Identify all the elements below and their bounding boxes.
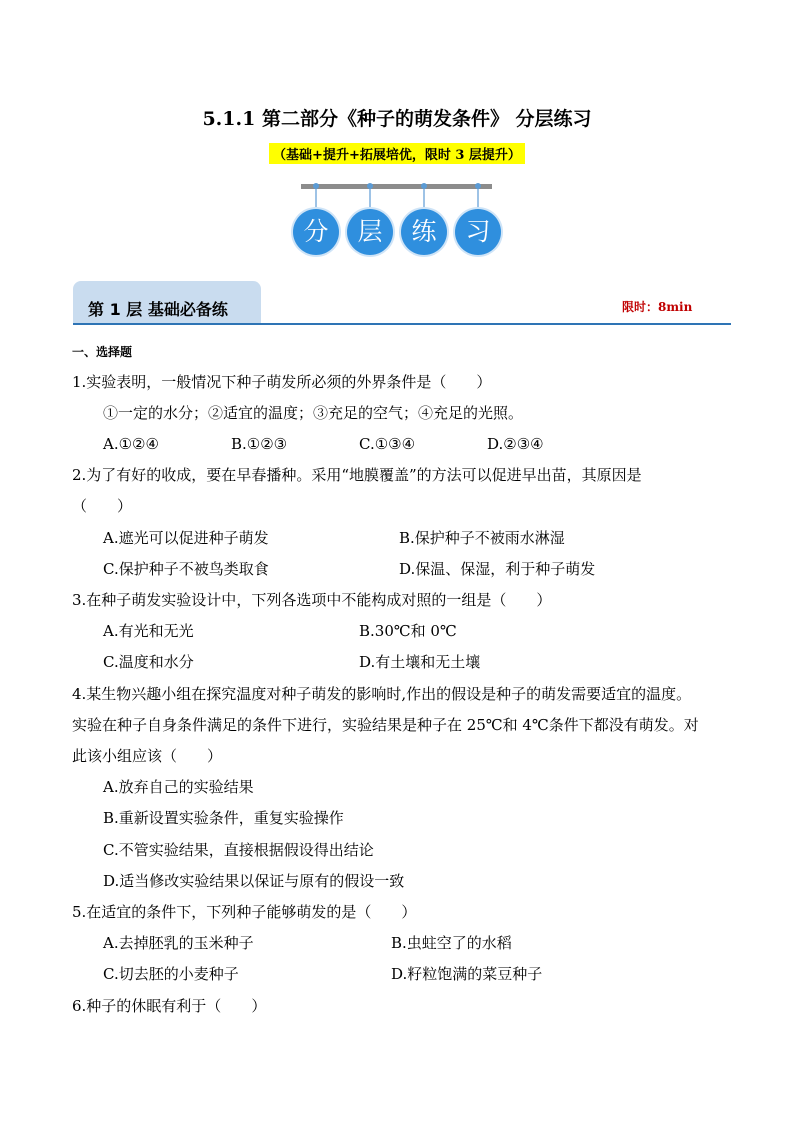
option: B.虫蛀空了的水稻 xyxy=(391,934,512,952)
option: C.不管实验结果，直接根据假设得出结论 xyxy=(103,841,374,859)
option: A.有光和无光 xyxy=(103,622,194,640)
option: B.保护种子不被雨水淋湿 xyxy=(399,529,565,547)
layer-divider xyxy=(73,323,731,325)
decoration-pin xyxy=(315,189,317,209)
decoration-dot xyxy=(313,183,319,189)
option: D.②③④ xyxy=(487,435,544,453)
question-stem: 1.实验表明，一般情况下种子萌发所必须的外界条件是（ ） xyxy=(72,373,492,391)
decoration-dot xyxy=(421,183,427,189)
decoration-pin xyxy=(369,189,371,209)
option: D.有土壤和无土壤 xyxy=(359,653,481,671)
option: C.温度和水分 xyxy=(103,653,194,671)
question-stem: 6.种子的休眠有利于（ ） xyxy=(72,997,267,1015)
option: A.①②④ xyxy=(103,435,159,453)
decoration-dot xyxy=(367,183,373,189)
decoration-pin xyxy=(423,189,425,209)
question-stem-cont: （ ） xyxy=(72,497,133,515)
option: C.①③④ xyxy=(359,435,416,453)
badge-lian: 练 xyxy=(401,209,447,255)
option: A.遮光可以促进种子萌发 xyxy=(103,529,269,547)
option: B.30℃和 0℃ xyxy=(359,622,457,640)
question-stem: 5.在适宜的条件下，下列种子能够萌发的是（ ） xyxy=(72,903,417,921)
layer-label: 第 1 层 基础必备练 xyxy=(88,300,228,319)
option: D.保温、保湿，利于种子萌发 xyxy=(399,560,596,578)
option: A.放弃自己的实验结果 xyxy=(103,778,254,796)
decoration-dot xyxy=(475,183,481,189)
option: C.保护种子不被鸟类取食 xyxy=(103,560,269,578)
badge-xi: 习 xyxy=(455,209,501,255)
option: C.切去胚的小麦种子 xyxy=(103,965,239,983)
page-title: 5.1.1 第二部分《种子的萌发条件》 分层练习 xyxy=(202,108,592,130)
subtitle-wrap xyxy=(0,143,794,164)
option: D.籽粒饱满的菜豆种子 xyxy=(391,965,543,983)
question-stem: 4.某生物兴趣小组在探究温度对种子萌发的影响时,作出的假设是种子的萌发需要适宜的温度。 xyxy=(72,685,692,703)
option: B.重新设置实验条件，重复实验操作 xyxy=(103,809,344,827)
badge-fen: 分 xyxy=(293,209,339,255)
question-stem: 2.为了有好的收成，要在早春播种。采用“地膜覆盖”的方法可以促进早出苗，其原因是 xyxy=(72,466,642,484)
question-stem: 3.在种子萌发实验设计中，下列各选项中不能构成对照的一组是（ ） xyxy=(72,591,552,609)
question-extra: ①一定的水分；②适宜的温度；③充足的空气；④充足的光照。 xyxy=(103,404,524,422)
option: A.去掉胚乳的玉米种子 xyxy=(103,934,254,952)
option: D.适当修改实验结果以保证与原有的假设一致 xyxy=(103,872,405,890)
badge-ceng: 层 xyxy=(347,209,393,255)
section-title: 一、选择题 xyxy=(72,345,133,359)
subtitle-highlight: （基础+提升+拓展培优，限时 3 层提升） xyxy=(269,143,525,164)
option: B.①②③ xyxy=(231,435,288,453)
decoration-pin xyxy=(477,189,479,209)
question-stem-cont: 此该小组应该（ ） xyxy=(72,747,223,765)
decoration-bar xyxy=(301,184,492,189)
question-stem-cont: 实验在种子自身条件满足的条件下进行，实验结果是种子在 25℃和 4℃条件下都没有萌发。对 xyxy=(72,716,699,734)
time-limit: 限时：8min xyxy=(622,300,693,314)
